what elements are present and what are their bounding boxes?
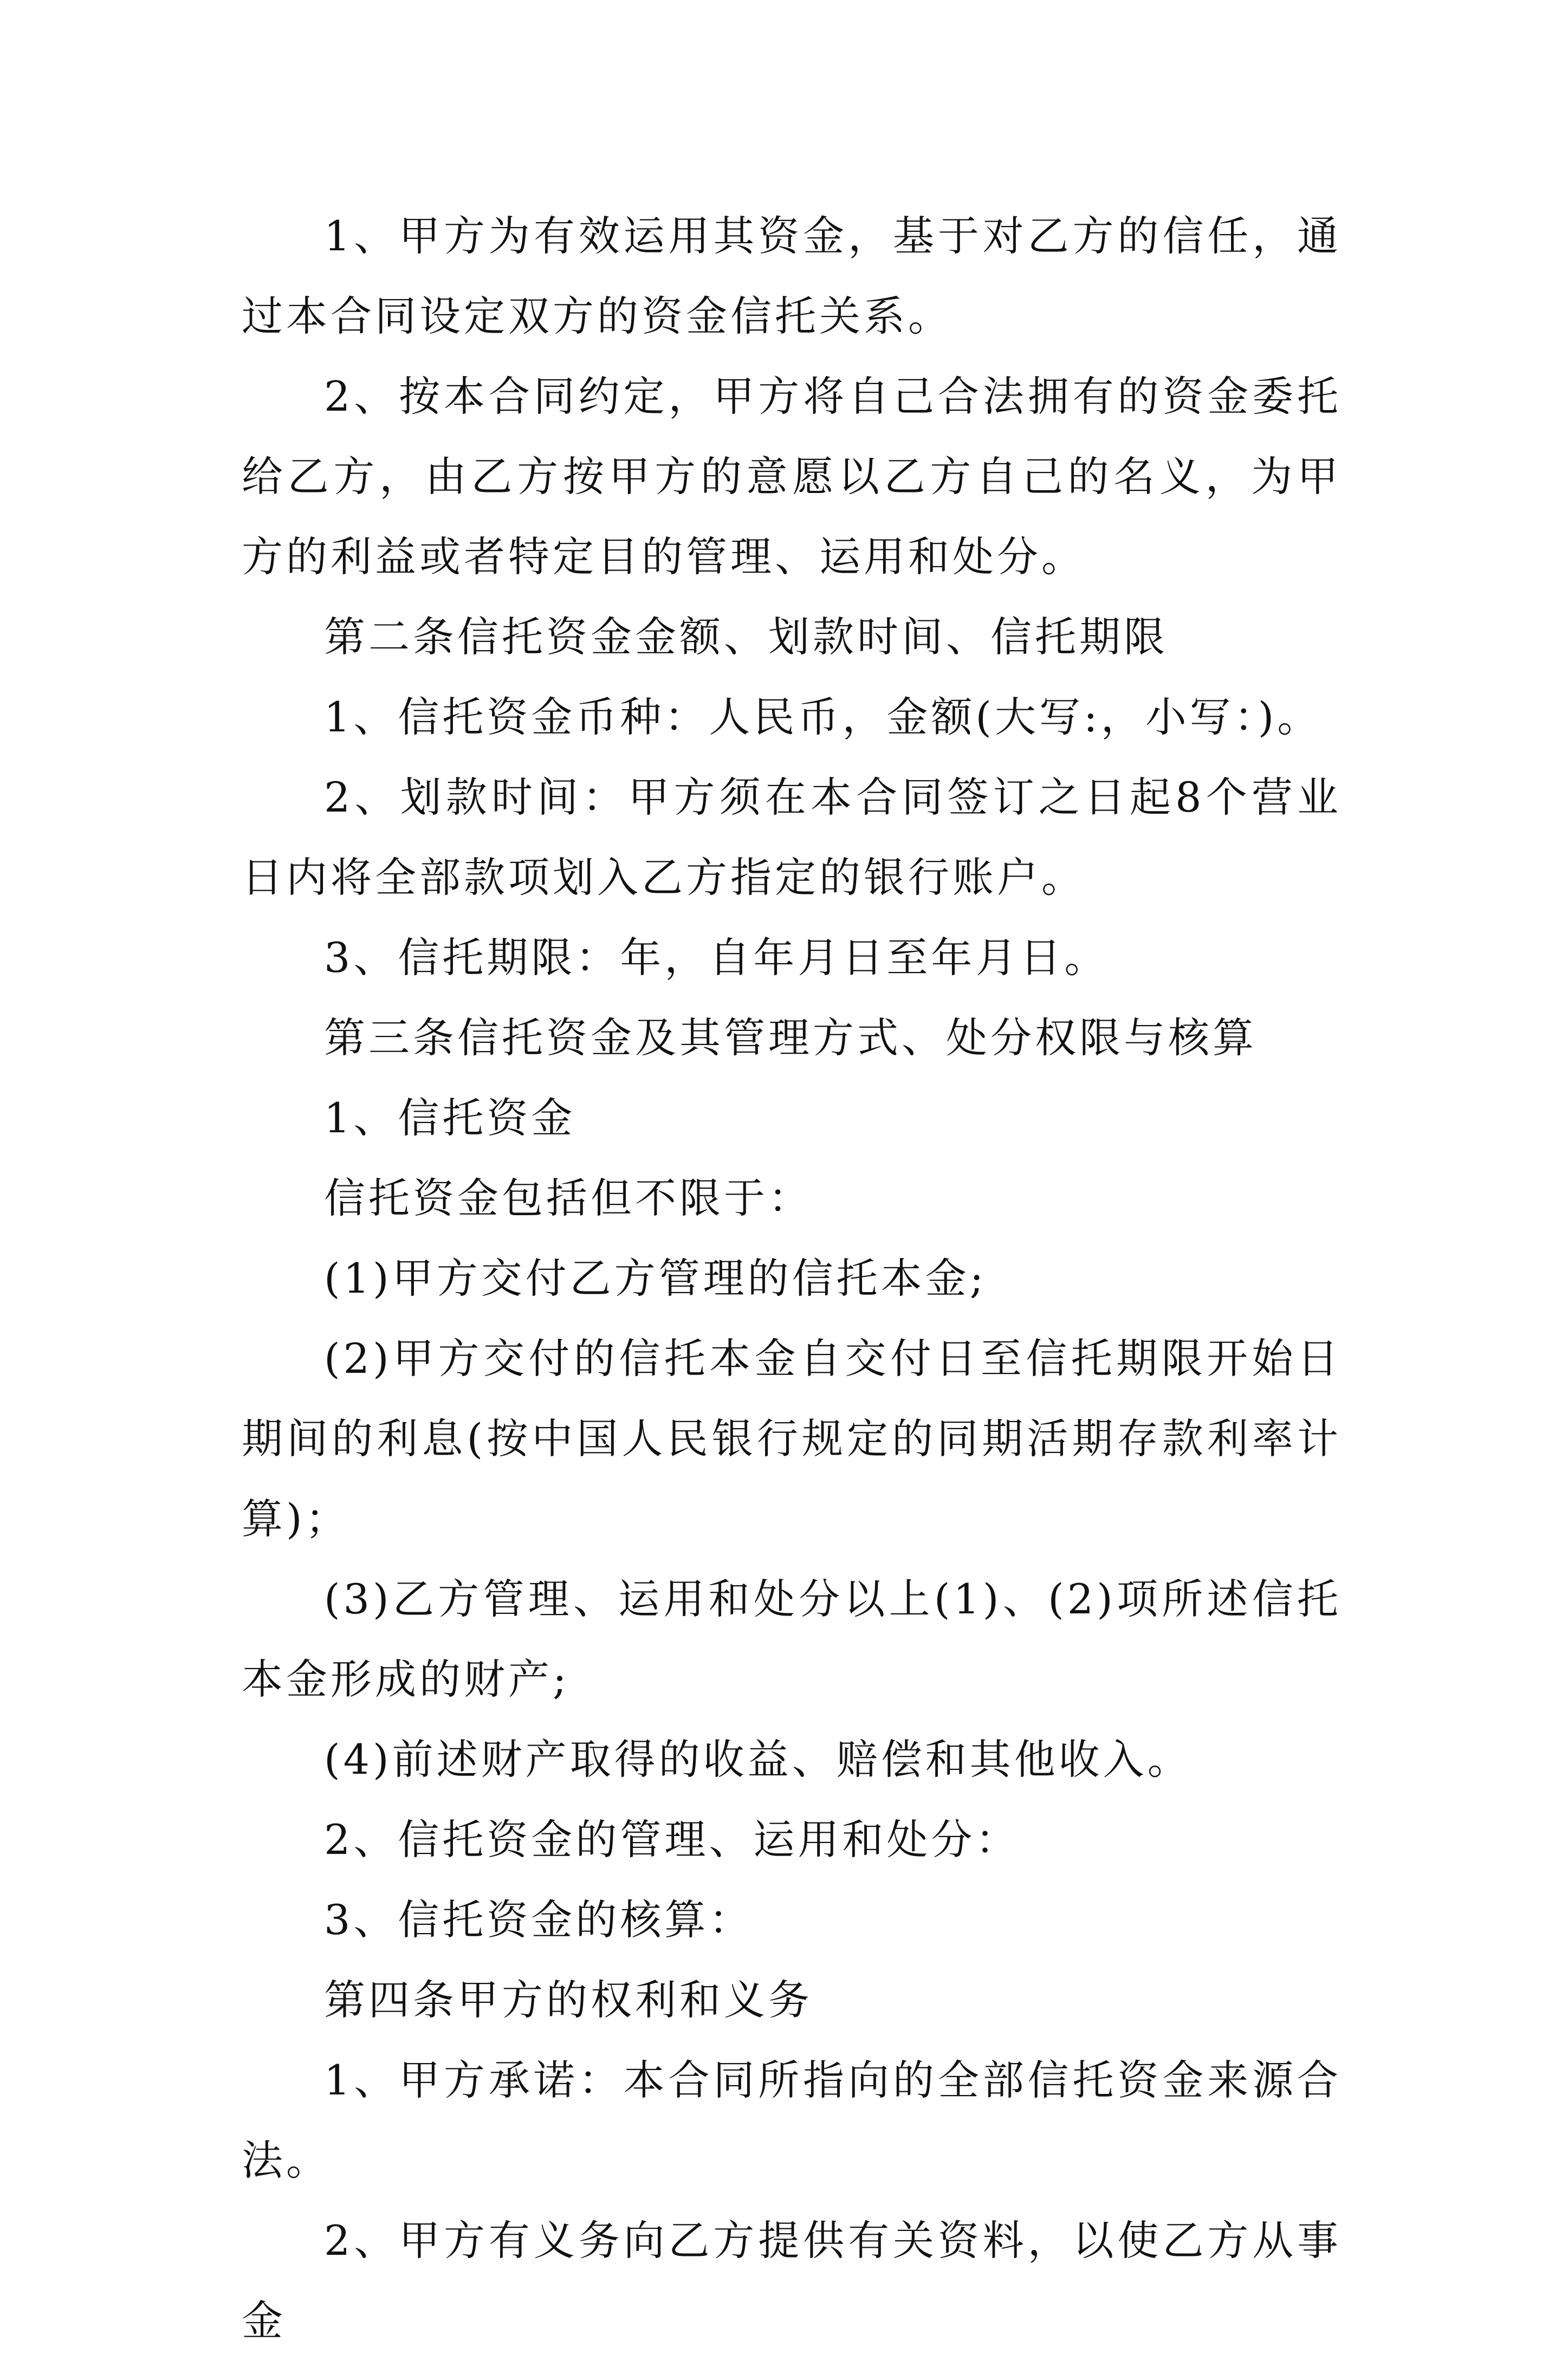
paragraph: 2、信托资金的管理、运用和处分：	[324, 1815, 1020, 1864]
list-item: (3)乙方管理、运用和处分以上(1)、(2)项所述信托本金形成的财产;	[242, 1575, 1342, 1703]
paragraph: 信托资金包括但不限于：	[324, 1174, 813, 1222]
document-body	[242, 196, 1342, 2361]
paragraph: 2、甲方有义务向乙方提供有关资料，以使乙方从事金	[242, 2216, 1342, 2345]
section-heading: 第四条甲方的权利和义务	[324, 1976, 813, 2024]
section-heading: 第三条信托资金及其管理方式、处分权限与核算	[324, 1014, 1257, 1062]
list-item: (2)甲方交付的信托本金自交付日至信托期限开始日期间的利息(按中国人民银行规定的同期活期存款利率计算)；	[242, 1334, 1342, 1543]
list-item: (4)前述财产取得的收益、赔偿和其他收入。	[324, 1735, 1192, 1783]
section-heading: 第二条信托资金金额、划款时间、信托期限	[324, 613, 1168, 661]
paragraph: 1、信托资金币种：人民币，金额(大写:，小写：)。	[324, 693, 1322, 741]
paragraph: 2、划款时间：甲方须在本合同签订之日起8个营业日内将全部款项划入乙方指定的银行账户。	[242, 773, 1342, 901]
paragraph: 1、甲方为有效运用其资金，基于对乙方的信任，通过本合同设定双方的资金信托关系。	[242, 212, 1342, 340]
paragraph: 3、信托期限：年，自年月日至年月日。	[324, 933, 1109, 982]
paragraph: 1、甲方承诺：本合同所指向的全部信托资金来源合法。	[242, 2056, 1342, 2184]
paragraph: 3、信托资金的核算：	[324, 1896, 754, 1944]
list-item: (1)甲方交付乙方管理的信托本金;	[324, 1254, 987, 1302]
paragraph: 2、按本合同约定，甲方将自己合法拥有的资金委托给乙方，由乙方按甲方的意愿以乙方自己的名义，为甲方的利益或者特定目的管理、运用和处分。	[242, 372, 1342, 581]
paragraph: 1、信托资金	[324, 1094, 576, 1142]
